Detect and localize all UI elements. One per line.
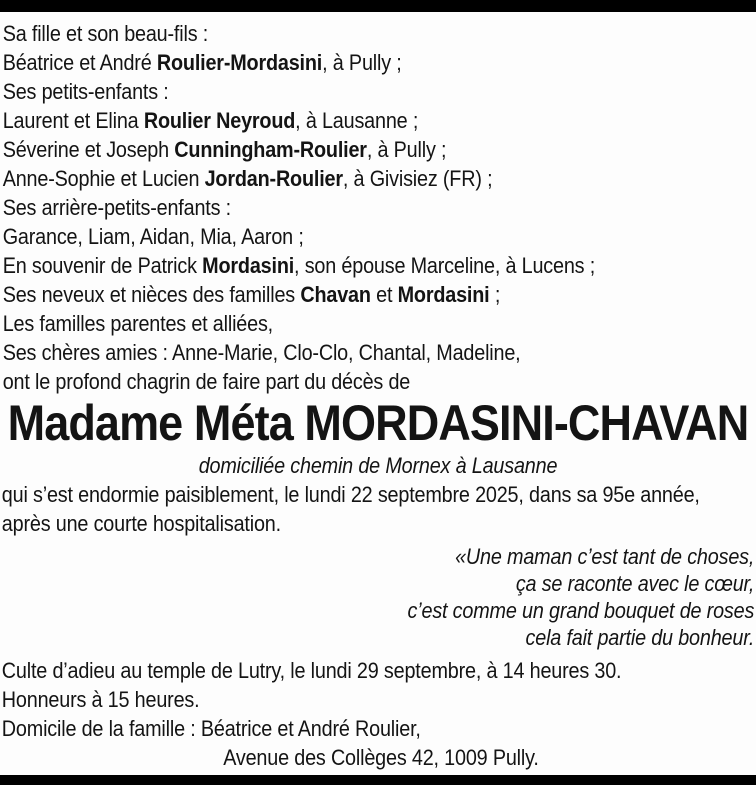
top-border-bar (0, 0, 756, 12)
family-address-line: Avenue des Collèges 42, 1009 Pully. (223, 745, 539, 770)
text-line: Béatrice et André Roulier-Mordasini, à Pully ; (2, 50, 402, 75)
residence-line: domiciliée chemin de Mornex à Lausanne (198, 453, 558, 478)
text-line: Domicile de la famille : Béatrice et André Roulier, (1, 716, 421, 741)
text-line: Ses petits-enfants : (2, 79, 169, 104)
text-line: qui s’est endormie paisiblement, le lundi 22 septembre 2025, dans sa 95e année, (1, 482, 700, 507)
death-announcement (0, 480, 756, 538)
bottom-border-bar (0, 775, 756, 785)
notice-content (0, 12, 756, 772)
text-line: En souvenir de Patrick Mordasini, son épouse Marceline, à Lucens ; (2, 253, 596, 278)
text-line: «Une maman c’est tant de choses, (455, 544, 755, 569)
text-line: cela fait partie du bonheur. (525, 625, 755, 650)
text-line: Laurent et Elina Roulier Neyroud, à Lausanne ; (2, 108, 419, 133)
ceremony-details (0, 656, 756, 743)
deceased-name: Madame Méta MORDASINI-CHAVAN (7, 395, 749, 451)
text-line: Sa fille et son beau-fils : (2, 21, 209, 46)
text-line: Ses arrière-petits-enfants : (2, 195, 231, 220)
text-line: Ses chères amies : Anne-Marie, Clo-Clo, Chantal, Madeline, (2, 340, 521, 365)
text-line: ça se raconte avec le cœur, (515, 571, 755, 596)
text-line: Les familles parentes et alliées, (2, 311, 274, 336)
text-line: Séverine et Joseph Cunningham-Roulier, à Pully ; (2, 137, 447, 162)
family-lines (0, 19, 756, 396)
memorial-quote (0, 543, 756, 651)
text-line: Garance, Liam, Aidan, Mia, Aaron ; (2, 224, 304, 249)
text-line: Honneurs à 15 heures. (1, 687, 200, 712)
text-line: c’est comme un grand bouquet de roses (407, 598, 755, 623)
text-line: après une courte hospitalisation. (1, 511, 281, 536)
text-line: Culte d’adieu au temple de Lutry, le lundi 29 septembre, à 14 heures 30. (1, 658, 622, 683)
text-line: Ses neveux et nièces des familles Chavan et Mordasini ; (2, 282, 501, 307)
text-line: ont le profond chagrin de faire part du décès de (2, 369, 411, 394)
text-line: Anne-Sophie et Lucien Jordan-Roulier, à Givisiez (FR) ; (2, 166, 493, 191)
